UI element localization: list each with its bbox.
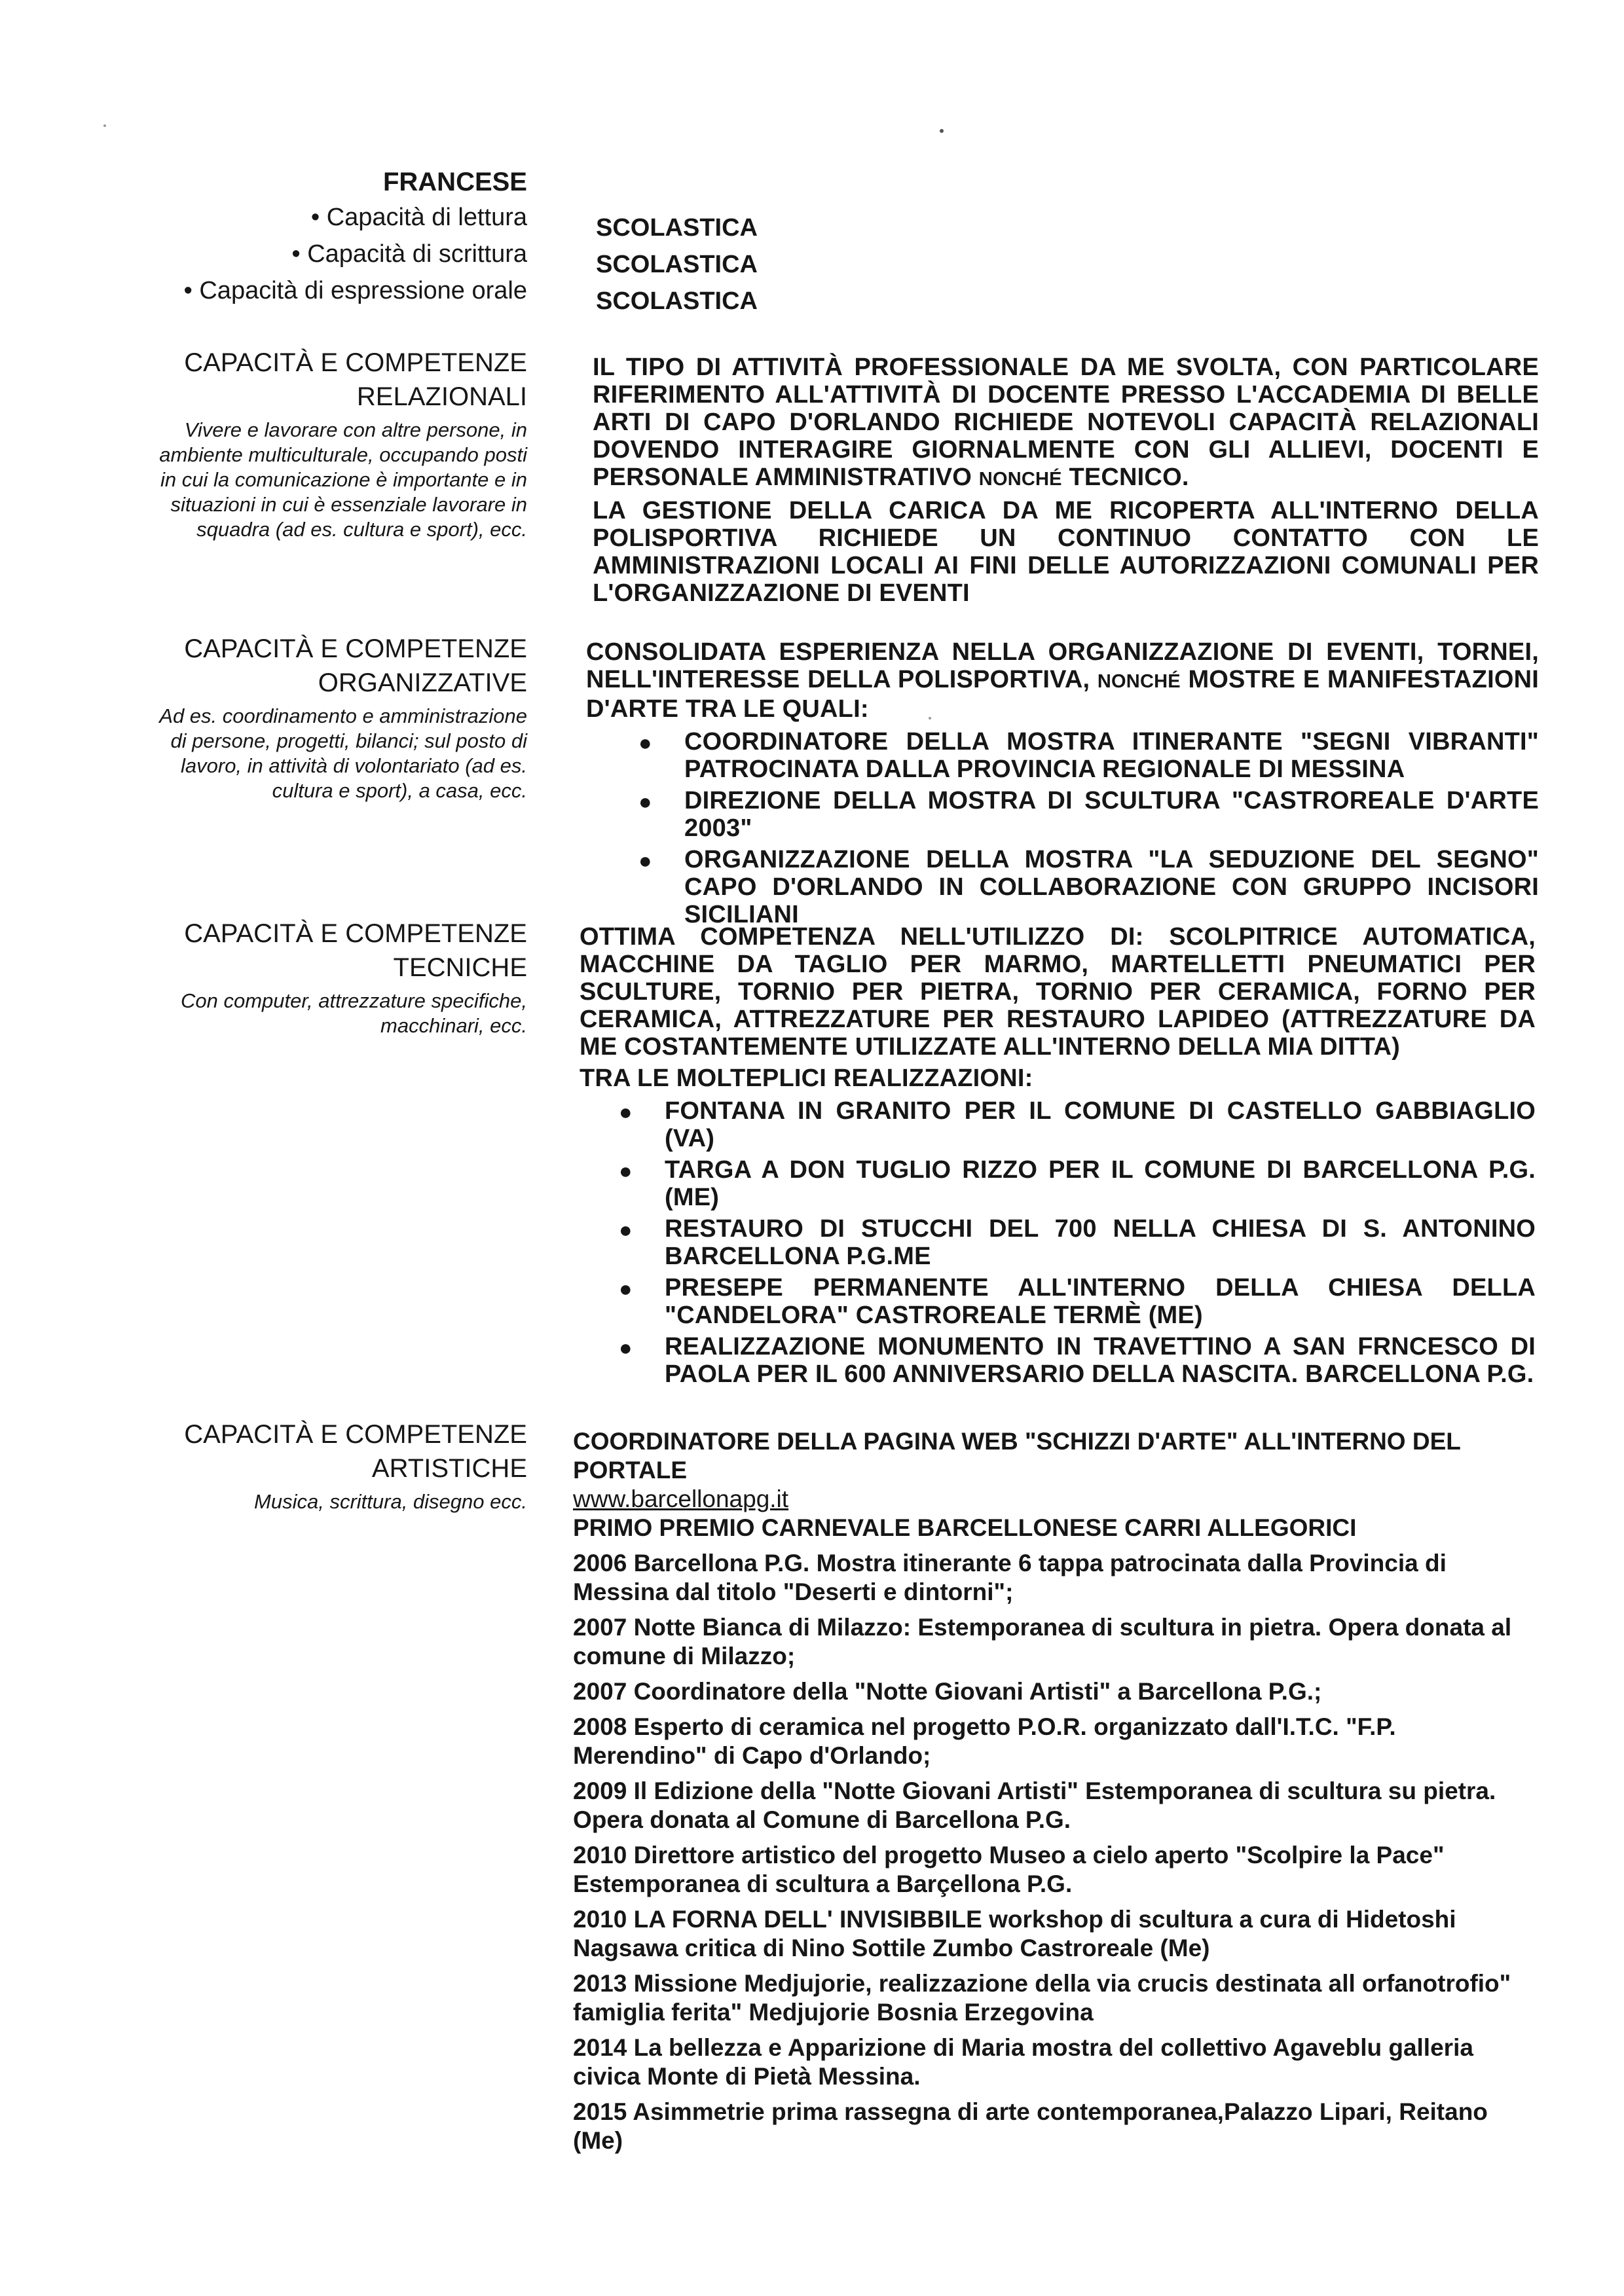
tecniche-heading-line2: TECNICHE — [393, 953, 527, 982]
exhibition-entry: 2006 Barcellona P.G. Mostra itinerante 6 tappa patrocinata dalla Provincia di Messina dal titolo "Deserti e dintorni"; — [573, 1550, 1447, 1605]
tecniche-list-title: TRA LE MOLTEPLICI REALIZZAZIONI: — [580, 1065, 1033, 1092]
bullet-icon: ● — [619, 1277, 633, 1302]
reading-skill-level: SCOLASTICA — [596, 214, 758, 242]
tecniche-intro: OTTIMA COMPETENZA NELL'UTILIZZO DI: SCOLPITRICE AUTOMATICA, MACCHINE DA TAGLIO PER MARMO, MARTELLETTI PNEUMATICI PER SCULTURE, TORNIO PER PIETRA, TORNIO PER CERAMICA, FORNO PER CERAMICA, ATTREZZATURE PER RESTAURO LAPIDEO (ATTREZZATURE DA ME COSTANTEMENTE UTILIZZATE ALL'INTERNO DELLA MIA DITTA) — [580, 923, 1536, 1061]
bullet-icon: ● — [638, 731, 652, 756]
bullet-icon: ● — [619, 1159, 633, 1184]
francese-title: FRANCESE — [382, 168, 527, 196]
tecniche-section-label — [151, 917, 527, 1038]
list-item: ● RESTAURO DI STUCCHI DEL 700 NELLA CHIESA DI S. ANTONINO BARCELLONA P.G.ME — [619, 1215, 1536, 1270]
tecniche-description: Con computer, attrezzature specifiche, macchinari, ecc. — [181, 989, 527, 1037]
organizzative-intro: CONSOLIDATA ESPERIENZA NELLA ORGANIZZAZIONE DI EVENTI, TORNEI, NELL'INTERESSE DELLA POLISPORTIVA, NONCHÉ MOSTRE E MANIFESTAZIONI D'ARTE TRA LE QUALI: — [586, 638, 1540, 723]
francese-levels — [596, 210, 1565, 319]
exhibition-entry: 2010 LA FORNA DELL' INVISIBBILE workshop di scultura a cura di Hidetoshi Nagsawa critica di Nino Sottile Zumbo Castroreale (Me) — [573, 1906, 1456, 1961]
artistiche-section-label — [151, 1417, 527, 1514]
oral-skill-label: • Capacità di espressione orale — [183, 277, 527, 304]
web-coordinator-text: COORDINATORE DELLA PAGINA WEB "SCHIZZI D'ARTE" ALL'INTERNO DEL PORTALE — [573, 1428, 1461, 1484]
artistiche-heading-line1: CAPACITÀ E COMPETENZE — [184, 1420, 527, 1449]
writing-skill-label: • Capacità di scrittura — [291, 240, 527, 268]
organizzative-heading-line2: ORGANIZZATIVE — [318, 668, 527, 697]
oral-skill-level: SCOLASTICA — [596, 287, 758, 315]
relazionali-heading-line2: RELAZIONALI — [356, 382, 527, 411]
exhibition-entry: 2007 Notte Bianca di Milazzo: Estemporanea di scultura in pietra. Opera donata al comune di Milazzo; — [573, 1614, 1512, 1669]
relazionali-content — [593, 354, 1539, 611]
artistiche-description: Musica, scrittura, disegno ecc. — [254, 1490, 527, 1513]
exhibition-entry: 2010 Direttore artistico del progetto Museo a cielo aperto "Scolpire la Pace" Estemporanea di scultura a Barçellona P.G. — [573, 1842, 1445, 1897]
scan-speck — [103, 124, 106, 127]
bullet-icon: ● — [619, 1100, 633, 1125]
bullet-icon: ● — [619, 1218, 633, 1243]
relazionali-description: Vivere e lavorare con altre persone, in ambiente multiculturale, occupando posti in cui la comunicazione è importante e in situazioni in cui è essenziale lavorare in squadra (ad es. cultura e sport), ecc. — [159, 418, 527, 541]
list-item: ● COORDINATORE DELLA MOSTRA ITINERANTE "SEGNI VIBRANTI" PATROCINATA DALLA PROVINCIA REGIONALE DI MESSINA — [638, 728, 1539, 783]
organizzative-list — [586, 728, 1539, 928]
tecniche-list — [580, 1097, 1536, 1388]
list-item: ● REALIZZAZIONE MONUMENTO IN TRAVETTINO A SAN FRNCESCO DI PAOLA PER IL 600 ANNIVERSARIO DELLA NASCITA. BARCELLONA P.G. — [619, 1333, 1536, 1388]
relazionali-section-label — [151, 346, 527, 542]
bullet-icon: ● — [619, 1336, 633, 1360]
exhibition-entry: 2014 La bellezza e Apparizione di Maria mostra del collettivo Agaveblu galleria civica Monte di Pietà Messina. — [573, 2034, 1473, 2090]
list-item: ● TARGA A DON TUGLIO RIZZO PER IL COMUNE DI BARCELLONA P.G. (ME) — [619, 1156, 1536, 1211]
exhibition-entry: 2013 Missione Medjujorie, realizzazione della via crucis destinata all orfanotrofio" famiglia ferita" Medjujorie Bosnia Erzegovina — [573, 1970, 1511, 2026]
relazionali-heading-line1: CAPACITÀ E COMPETENZE — [184, 348, 527, 377]
relazionali-paragraph-1: IL TIPO DI ATTIVITÀ PROFESSIONALE DA ME SVOLTA, CON PARTICOLARE RIFERIMENTO ALL'ATTIVITÀ DI DOCENTE PRESSO L'ACCADEMIA DI BELLE ARTI DI CAPO D'ORLANDO RICHIEDE NOTEVOLI CAPACITÀ RELAZIONALI DOVENDO INTERAGIRE GIORNALMENTE CON GLI ALLIEVI, DOCENTI E PERSONALE AMMINISTRATIVO NONCHÉ TECNICO. — [593, 354, 1539, 491]
organizzative-section-label — [151, 632, 527, 803]
bullet-icon: ● — [638, 848, 652, 873]
carnival-prize-text: PRIMO PREMIO CARNEVALE BARCELLONESE CARRI ALLEGORICI — [573, 1514, 1357, 1541]
organizzative-content — [586, 638, 1539, 934]
list-item: ● PRESEPE PERMANENTE ALL'INTERNO DELLA CHIESA DELLA "CANDELORA" CASTROREALE TERMÈ (ME) — [619, 1274, 1536, 1329]
exhibition-entry: 2015 Asimmetrie prima rassegna di arte contemporanea,Palazzo Lipari, Reitano (Me) — [573, 2098, 1488, 2154]
organizzative-heading-line1: CAPACITÀ E COMPETENZE — [184, 634, 527, 663]
exhibition-entry: 2008 Esperto di ceramica nel progetto P.O.R. organizzato dall'I.T.C. "F.P. Merendino" di Capo d'Orlando; — [573, 1713, 1396, 1769]
exhibition-entry: 2009 Il Edizione della "Notte Giovani Artisti" Estemporanea di scultura su pietra. Opera donata al Comune di Barcellona P.G. — [573, 1777, 1496, 1833]
tecniche-content — [580, 923, 1536, 1393]
portal-link[interactable]: www.barcellonapg.it — [573, 1485, 789, 1512]
exhibition-entry: 2007 Coordinatore della "Notte Giovani Artisti" a Barcellona P.G.; — [573, 1678, 1322, 1705]
francese-labels — [151, 165, 527, 309]
list-item: ● DIREZIONE DELLA MOSTRA DI SCULTURA "CASTROREALE D'ARTE 2003" — [638, 787, 1539, 842]
tecniche-heading-line1: CAPACITÀ E COMPETENZE — [184, 919, 527, 948]
writing-skill-level: SCOLASTICA — [596, 251, 758, 278]
organizzative-description: Ad es. coordinamento e amministrazione di persone, progetti, bilanci; sul posto di lavoro, in attività di volontariato (ad es. cultura e sport), a casa, ecc. — [159, 704, 527, 802]
artistiche-content — [573, 1427, 1529, 2162]
relazionali-paragraph-2: LA GESTIONE DELLA CARICA DA ME RICOPERTA ALL'INTERNO DELLA POLISPORTIVA RICHIEDE UN CONTINUO CONTATTO CON LE AMMINISTRAZIONI LOCALI AI FINI DELLE AUTORIZZAZIONI COMUNALI PER L'ORGANIZZAZIONE DI EVENTI — [593, 497, 1539, 607]
artistiche-heading-line2: ARTISTICHE — [371, 1454, 527, 1483]
bullet-icon: ● — [638, 790, 652, 814]
list-item: ● FONTANA IN GRANITO PER IL COMUNE DI CASTELLO GABBIAGLIO (VA) — [619, 1097, 1536, 1152]
reading-skill-label: • Capacità di lettura — [310, 204, 527, 231]
scan-speck — [940, 129, 944, 133]
list-item: ● ORGANIZZAZIONE DELLA MOSTRA "LA SEDUZIONE DEL SEGNO" CAPO D'ORLANDO IN COLLABORAZIONE CON GRUPPO INCISORI SICILIANI — [638, 846, 1539, 928]
